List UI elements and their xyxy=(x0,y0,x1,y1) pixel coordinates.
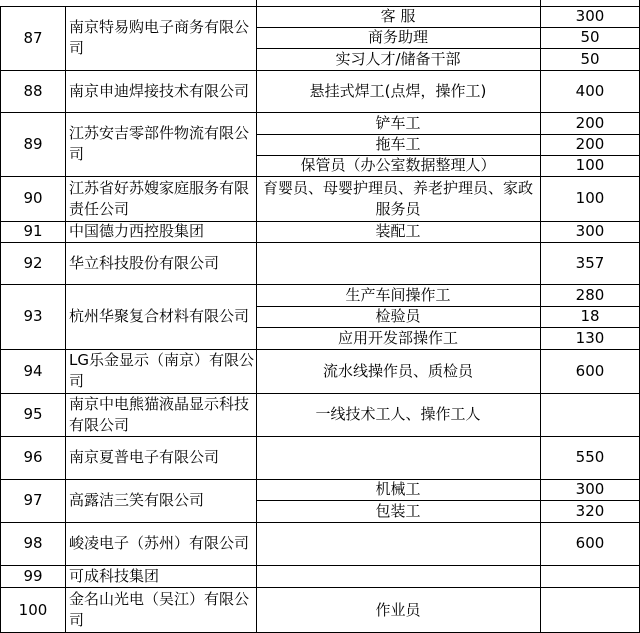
position-title-text: 育婴员、母婴护理员、养老护理员、家政服务员 xyxy=(262,178,533,218)
grid-line xyxy=(256,500,640,501)
company-name-text: LG乐金显示（南京）有限公司 xyxy=(69,351,254,390)
company-name xyxy=(66,349,256,393)
grid-line xyxy=(0,70,640,71)
position-title xyxy=(256,70,540,112)
position-title-text: 生产车间操作工 xyxy=(345,285,451,304)
row-number-text: 97 xyxy=(23,491,43,509)
company-name xyxy=(66,112,256,176)
company-name-text: 南京特易购电子商务有限公司 xyxy=(69,18,250,57)
position-count-text: 300 xyxy=(575,222,605,240)
company-name-text: 南京夏普电子有限公司 xyxy=(69,448,220,466)
company-name xyxy=(66,6,256,70)
position-count xyxy=(540,436,640,479)
position-title-text: 客 服 xyxy=(380,7,416,25)
row-number xyxy=(0,565,66,587)
row-number xyxy=(0,479,66,522)
row-number xyxy=(0,284,66,349)
position-title xyxy=(256,242,540,284)
grid-line xyxy=(0,522,640,523)
row-number-text: 100 xyxy=(18,600,48,619)
position-title xyxy=(256,221,540,242)
company-name xyxy=(66,393,256,436)
position-count-text: 200 xyxy=(575,113,605,132)
position-title-text: 应用开发部操作工 xyxy=(337,328,458,347)
position-count xyxy=(540,306,640,327)
position-count-text: 100 xyxy=(575,189,605,207)
position-count-text: 600 xyxy=(575,534,605,552)
row-number-text: 93 xyxy=(23,307,43,325)
position-title xyxy=(256,393,540,436)
row-number xyxy=(0,242,66,284)
position-count xyxy=(540,500,640,522)
row-number xyxy=(0,587,66,633)
company-name xyxy=(66,587,256,633)
position-count-text: 400 xyxy=(575,81,605,100)
grid-line xyxy=(256,306,640,307)
position-title xyxy=(256,112,540,134)
position-title xyxy=(256,27,540,48)
row-number-text: 89 xyxy=(23,134,43,153)
grid-line xyxy=(65,6,66,633)
position-title xyxy=(256,134,540,155)
grid-line xyxy=(0,436,640,437)
row-number-text: 90 xyxy=(23,189,43,207)
position-title xyxy=(256,587,540,633)
company-name xyxy=(66,522,256,565)
grid-line xyxy=(540,6,541,633)
company-name xyxy=(66,565,256,587)
position-title xyxy=(256,565,540,587)
position-count-text: 50 xyxy=(580,49,600,68)
position-count-text: 320 xyxy=(575,501,605,520)
position-count xyxy=(540,134,640,155)
row-number-text: 98 xyxy=(23,534,43,552)
grid-line xyxy=(256,134,640,135)
company-name-text: 江苏省好苏嫂家庭服务有限责任公司 xyxy=(69,178,250,218)
position-count-text: 357 xyxy=(575,253,605,272)
position-count xyxy=(540,112,640,134)
position-title xyxy=(256,48,540,70)
company-name xyxy=(66,284,256,349)
position-title-text: 商务助理 xyxy=(367,28,428,46)
grid-line xyxy=(0,393,640,394)
company-name-text: 华立科技股份有限公司 xyxy=(69,253,220,272)
row-number xyxy=(0,112,66,176)
grid-line xyxy=(0,587,640,588)
position-count-text: 550 xyxy=(575,448,605,466)
row-number-text: 88 xyxy=(23,81,43,100)
position-title-text: 悬挂式焊工(点焊，操作工) xyxy=(309,81,487,100)
position-title xyxy=(256,522,540,565)
grid-line xyxy=(0,349,640,350)
row-number xyxy=(0,436,66,479)
grid-line xyxy=(0,221,640,222)
grid-line xyxy=(0,112,640,113)
grid-line xyxy=(0,6,1,633)
company-name xyxy=(66,242,256,284)
grid-line xyxy=(0,565,640,566)
position-count xyxy=(540,242,640,284)
position-count xyxy=(540,284,640,306)
position-count xyxy=(540,155,640,176)
position-count-text: 100 xyxy=(575,156,605,174)
position-count xyxy=(540,27,640,48)
position-title xyxy=(256,284,540,306)
row-number-text: 96 xyxy=(23,448,43,466)
position-title xyxy=(256,155,540,176)
row-number-text: 87 xyxy=(23,28,43,47)
grid-line xyxy=(0,6,640,7)
row-number xyxy=(0,522,66,565)
position-title-text: 实习人才/储备干部 xyxy=(335,49,461,68)
position-count xyxy=(540,522,640,565)
row-number xyxy=(0,393,66,436)
grid-line xyxy=(0,479,640,480)
company-name-text: 南京申迪焊接技术有限公司 xyxy=(69,81,250,100)
position-title xyxy=(256,6,540,27)
company-name xyxy=(66,436,256,479)
position-title-text: 流水线操作员、质检员 xyxy=(322,361,473,380)
row-number-text: 91 xyxy=(23,222,43,240)
row-number-text: 95 xyxy=(23,405,43,423)
company-name xyxy=(66,70,256,112)
grid-line xyxy=(0,176,640,177)
row-number xyxy=(0,176,66,221)
company-name-text: 金名山光电（吴江）有限公司 xyxy=(69,590,250,629)
position-title-text: 一线技术工人、操作工人 xyxy=(315,405,481,423)
row-number-text: 94 xyxy=(23,361,43,380)
position-count-text: 600 xyxy=(575,361,605,380)
position-title xyxy=(256,436,540,479)
position-title-text: 铲车工 xyxy=(375,113,421,132)
company-name-text: 南京中电熊猫液晶显示科技有限公司 xyxy=(69,394,250,434)
position-count xyxy=(540,70,640,112)
row-number xyxy=(0,6,66,70)
position-count xyxy=(540,349,640,393)
company-name xyxy=(66,176,256,221)
position-title-text: 检验员 xyxy=(375,307,421,325)
position-title-text: 作业员 xyxy=(375,600,421,619)
position-title xyxy=(256,500,540,522)
grid-line xyxy=(256,27,640,28)
position-count xyxy=(540,176,640,221)
position-count xyxy=(540,393,640,436)
company-name xyxy=(66,221,256,242)
position-title-text: 包装工 xyxy=(375,501,421,520)
row-number-text: 99 xyxy=(23,566,43,585)
position-title xyxy=(256,349,540,393)
grid-line xyxy=(256,48,640,49)
position-count xyxy=(540,479,640,500)
position-title xyxy=(256,176,540,221)
company-name-text: 峻凌电子（苏州）有限公司 xyxy=(69,534,250,552)
row-number xyxy=(0,349,66,393)
position-count-text: 300 xyxy=(575,480,605,498)
company-name-text: 可成科技集团 xyxy=(69,566,160,585)
row-number-text: 92 xyxy=(23,253,43,272)
position-title xyxy=(256,479,540,500)
position-count xyxy=(540,48,640,70)
position-title-text: 保管员（办公室数据整理人） xyxy=(300,156,496,174)
company-name-text: 江苏安吉零部件物流有限公司 xyxy=(69,124,250,163)
position-count xyxy=(540,327,640,349)
position-count-text: 18 xyxy=(580,307,600,325)
company-name-text: 中国德力西控股集团 xyxy=(69,222,205,240)
grid-line xyxy=(0,242,640,243)
grid-line xyxy=(256,327,640,328)
position-title xyxy=(256,327,540,349)
company-name xyxy=(66,479,256,522)
position-count-text: 300 xyxy=(575,7,605,25)
position-title-text: 拖车工 xyxy=(375,135,421,153)
position-count xyxy=(540,587,640,633)
company-name-text: 杭州华聚复合材料有限公司 xyxy=(69,307,250,325)
position-count-text: 50 xyxy=(580,28,600,46)
position-title-text: 机械工 xyxy=(375,480,421,498)
position-count-text: 280 xyxy=(575,285,605,304)
row-number xyxy=(0,221,66,242)
position-count xyxy=(540,221,640,242)
position-title xyxy=(256,306,540,327)
company-name-text: 高露洁三笑有限公司 xyxy=(69,491,205,509)
position-count xyxy=(540,6,640,27)
position-count-text: 130 xyxy=(575,328,605,347)
grid-line xyxy=(256,155,640,156)
grid-line xyxy=(0,284,640,285)
row-number xyxy=(0,70,66,112)
position-count-text: 200 xyxy=(575,135,605,153)
grid-line xyxy=(256,6,257,633)
position-title-text: 装配工 xyxy=(375,222,421,240)
position-count xyxy=(540,565,640,587)
